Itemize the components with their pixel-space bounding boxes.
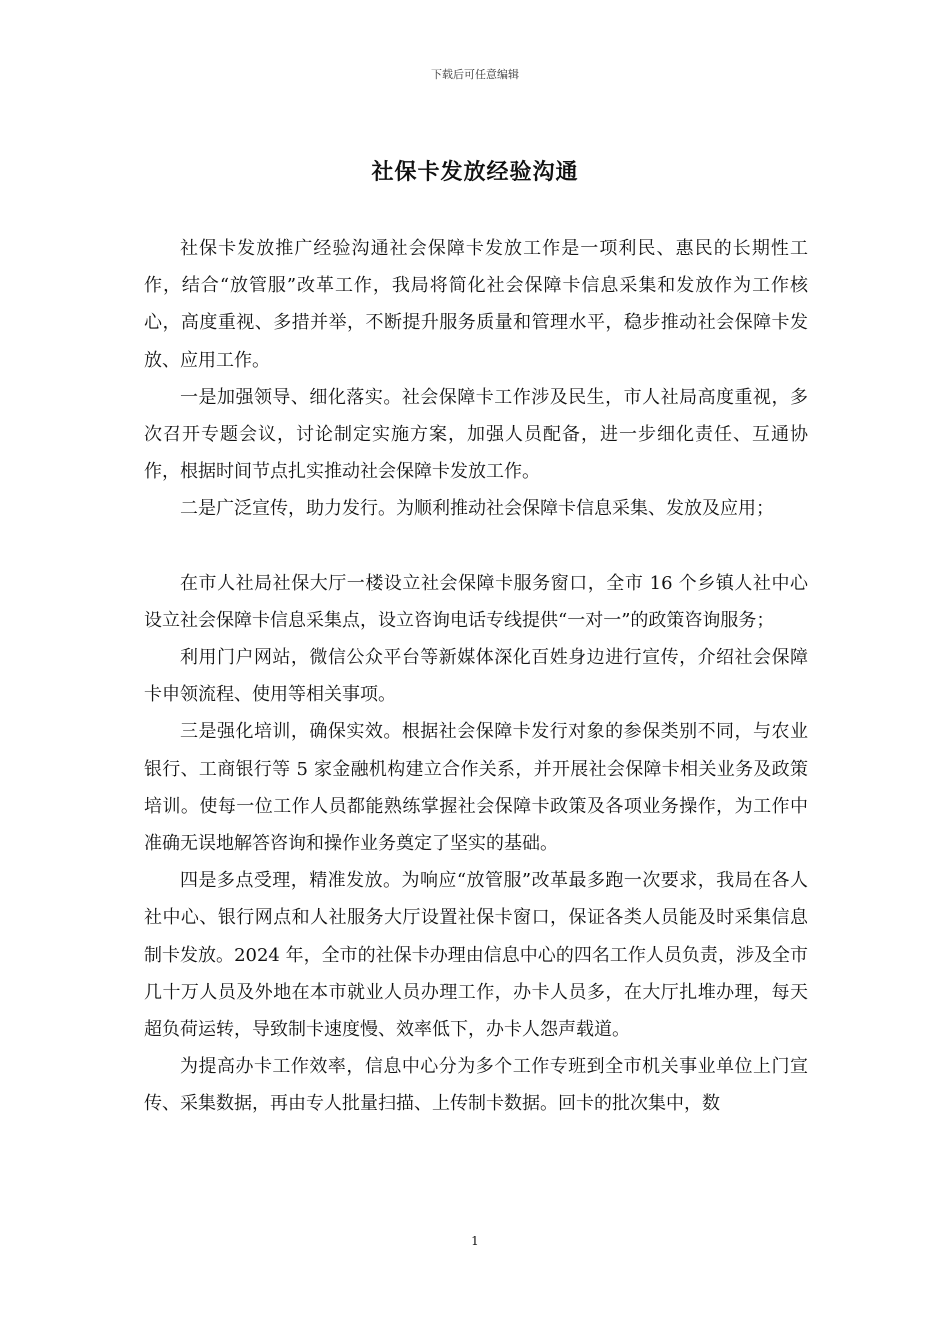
page-number: 1 bbox=[471, 1234, 479, 1248]
paragraph-point-four: 四是多点受理，精准发放。为响应“放管服”改革最多跑一次要求，我局在各人社中心、银行网点和人社服务大厅设置社保卡窗口，保证各类人员能及时采集信息制卡发放。2024 年，全市的社保卡办理由信息中心的四名工作人员负责，涉及全市几十万人员及外地在本市就业人员办理工作，办卡人员多，在大厅扎堆办理，每天超负荷运转，导致制卡速度慢、效率低下，办卡人怨声载道。 bbox=[144, 870, 808, 1041]
paragraph-gap bbox=[144, 528, 808, 565]
paragraph-point-three: 三是强化培训，确保实效。根据社会保障卡发行对象的参保类别不同，与农业银行、工商银行等 5 家金融机构建立合作关系，并开展社会保障卡相关业务及政策培训。使每一位工作人员都能熟练掌握社会保障卡政策及各项业务操作，为工作中准确无误地解答咨询和操作业务奠定了坚实的基础。 bbox=[144, 721, 808, 855]
paragraph-service-window: 在市人社局社保大厅一楼设立社会保障卡服务窗口，全市 16 个乡镇人社中心设立社会保障卡信息采集点，设立咨询电话专线提供“一对一”的政策咨询服务； bbox=[144, 572, 808, 631]
paragraph-point-two: 二是广泛宣传，助力发行。为顺利推动社会保障卡信息采集、发放及应用； bbox=[180, 498, 774, 520]
document-body bbox=[144, 230, 808, 1123]
paragraph-efficiency: 为提高办卡工作效率，信息中心分为多个工作专班到全市机关事业单位上门宣传、采集数据，再由专人批量扫描、上传制卡数据。回卡的批次集中，数 bbox=[144, 1056, 808, 1115]
document-title: 社保卡发放经验沟通 bbox=[371, 159, 579, 185]
header-note: 下载后可任意编辑 bbox=[431, 68, 519, 81]
paragraph-point-one: 一是加强领导、细化落实。社会保障卡工作涉及民生，市人社局高度重视，多次召开专题会议，讨论制定实施方案，加强人员配备，进一步细化责任、互通协作，根据时间节点扎实推动社会保障卡发放工作。 bbox=[144, 386, 808, 483]
paragraph-intro: 社保卡发放推广经验沟通社会保障卡发放工作是一项利民、惠民的长期性工作，结合“放管服”改革工作，我局将简化社会保障卡信息采集和发放作为工作核心，高度重视、多措并举，不断提升服务质量和管理水平，稳步推动社会保障卡发放、应用工作。 bbox=[144, 238, 808, 371]
paragraph-media: 利用门户网站，微信公众平台等新媒体深化百姓身边进行宣传，介绍社会保障卡申领流程、使用等相关事项。 bbox=[144, 647, 808, 706]
